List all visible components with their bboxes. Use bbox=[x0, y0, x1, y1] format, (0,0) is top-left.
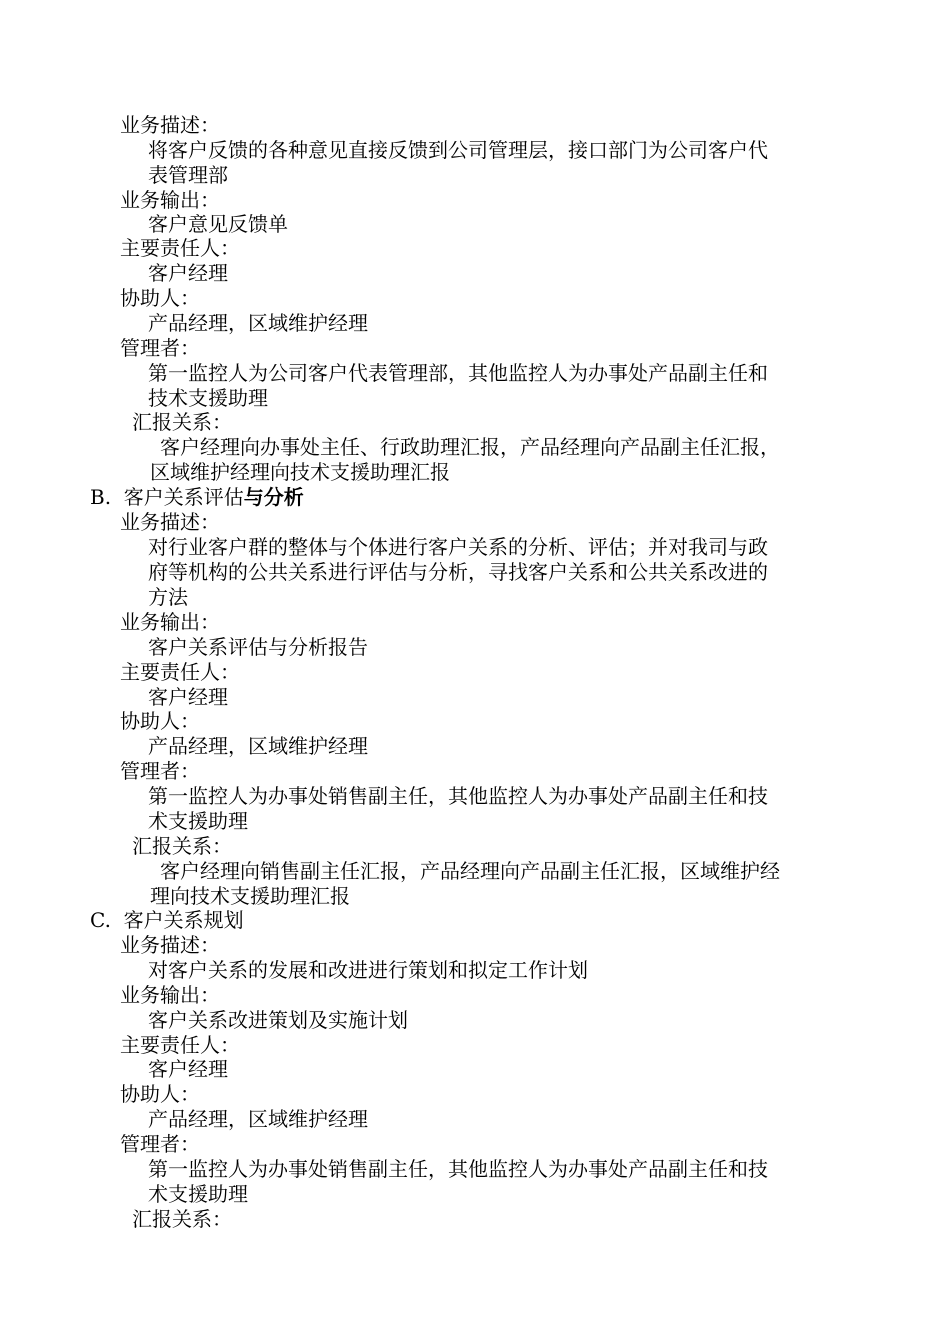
c-desc-line-1: 对客户关系的发展和改进进行策划和拟定工作计划 bbox=[148, 958, 588, 982]
b-owner-label: 主要责任人： bbox=[120, 660, 240, 684]
c-report-label: 汇报关系： bbox=[132, 1207, 232, 1231]
a-report-line-1: 客户经理向办事处主任、行政助理汇报，产品经理向产品副主任汇报， bbox=[160, 435, 780, 459]
b-report-line-2: 理向技术支援助理汇报 bbox=[150, 884, 350, 908]
c-output-value: 客户关系改进策划及实施计划 bbox=[148, 1008, 408, 1032]
b-desc-line-1: 对行业客户群的整体与个体进行客户关系的分析、评估；并对我司与政 bbox=[148, 535, 768, 559]
b-desc-label: 业务描述： bbox=[120, 510, 220, 534]
b-desc-line-3: 方法 bbox=[148, 585, 188, 609]
b-output-value: 客户关系评估与分析报告 bbox=[148, 635, 368, 659]
c-desc-label: 业务描述： bbox=[120, 933, 220, 957]
a-owner-value: 客户经理 bbox=[148, 261, 228, 285]
b-assist-label: 协助人： bbox=[120, 709, 200, 733]
b-report-line-1: 客户经理向销售副主任汇报，产品经理向产品副主任汇报，区域维护经 bbox=[160, 859, 780, 883]
c-manager-label: 管理者： bbox=[120, 1132, 200, 1156]
a-desc-line-1: 将客户反馈的各种意见直接反馈到公司管理层，接口部门为公司客户代 bbox=[148, 138, 768, 162]
b-report-label: 汇报关系： bbox=[132, 834, 232, 858]
c-manager-line-1: 第一监控人为办事处销售副主任，其他监控人为办事处产品副主任和技 bbox=[148, 1157, 768, 1181]
b-manager-label: 管理者： bbox=[120, 759, 200, 783]
b-owner-value: 客户经理 bbox=[148, 685, 228, 709]
b-output-label: 业务输出： bbox=[120, 610, 220, 634]
c-assist-value: 产品经理，区域维护经理 bbox=[148, 1107, 368, 1131]
a-manager-line-2: 技术支援助理 bbox=[148, 386, 268, 410]
section-b-title-bold: 与分析 bbox=[243, 485, 304, 509]
a-report-line-2: 区域维护经理向技术支援助理汇报 bbox=[150, 460, 450, 484]
section-b-title: 客户关系评估 bbox=[123, 485, 244, 509]
a-output-value: 客户意见反馈单 bbox=[148, 212, 288, 236]
section-c-heading bbox=[90, 908, 244, 933]
section-c-title: 客户关系规划 bbox=[123, 908, 244, 932]
a-desc-line-2: 表管理部 bbox=[148, 163, 228, 187]
b-desc-line-2: 府等机构的公共关系进行评估与分析，寻找客户关系和公共关系改进的 bbox=[148, 560, 768, 584]
c-output-label: 业务输出： bbox=[120, 983, 220, 1007]
b-manager-line-2: 术支援助理 bbox=[148, 809, 248, 833]
a-assist-label: 协助人： bbox=[120, 286, 200, 310]
a-output-label: 业务输出： bbox=[120, 188, 220, 212]
a-manager-label: 管理者： bbox=[120, 336, 200, 360]
section-b-heading bbox=[90, 485, 304, 510]
c-manager-line-2: 术支援助理 bbox=[148, 1182, 248, 1206]
c-owner-value: 客户经理 bbox=[148, 1057, 228, 1081]
section-b-marker: B. bbox=[90, 485, 112, 509]
a-assist-value: 产品经理，区域维护经理 bbox=[148, 311, 368, 335]
b-assist-value: 产品经理，区域维护经理 bbox=[148, 734, 368, 758]
a-manager-line-1: 第一监控人为公司客户代表管理部，其他监控人为办事处产品副主任和 bbox=[148, 361, 768, 385]
c-owner-label: 主要责任人： bbox=[120, 1033, 240, 1057]
b-manager-line-1: 第一监控人为办事处销售副主任，其他监控人为办事处产品副主任和技 bbox=[148, 784, 768, 808]
c-assist-label: 协助人： bbox=[120, 1082, 200, 1106]
a-report-label: 汇报关系： bbox=[132, 410, 232, 434]
a-desc-label: 业务描述： bbox=[120, 113, 220, 137]
section-c-marker: C. bbox=[90, 908, 111, 932]
a-owner-label: 主要责任人： bbox=[120, 236, 240, 260]
